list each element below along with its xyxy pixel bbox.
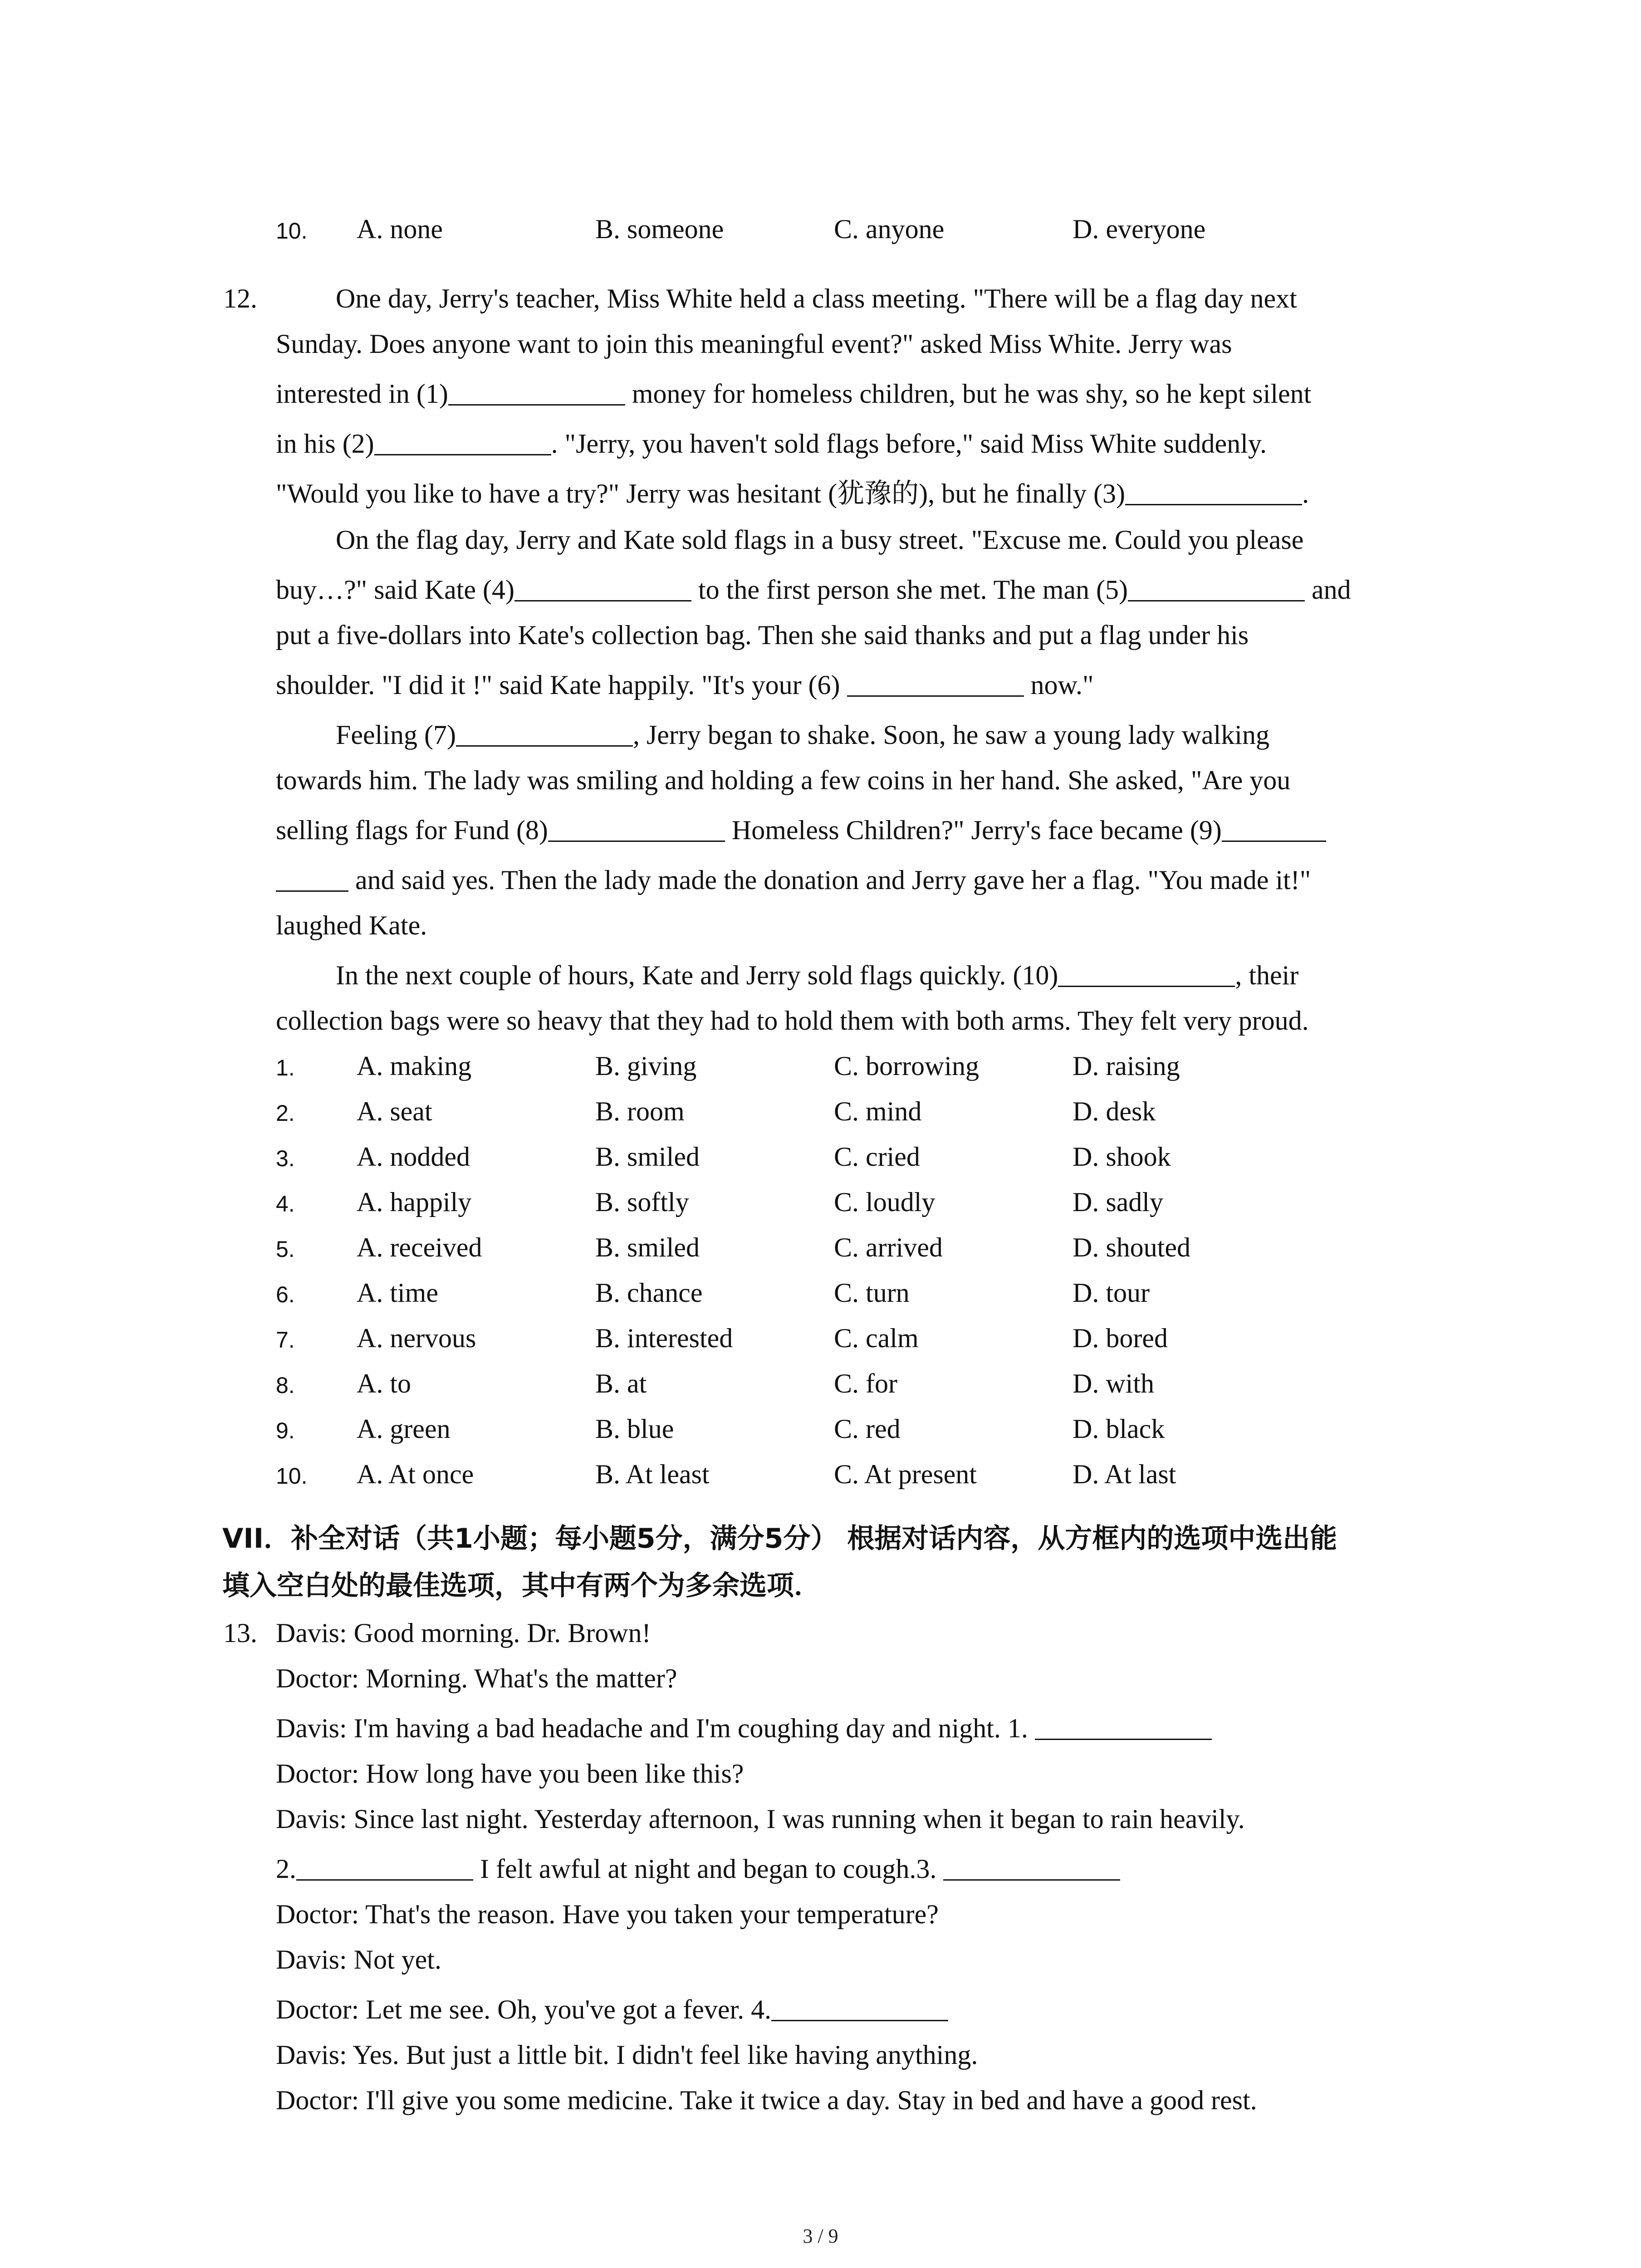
option-a[interactable]: A. seat xyxy=(357,1096,432,1126)
passage-text: , their xyxy=(1235,960,1299,990)
dialogue-line: Doctor: Morning. What's the matter? xyxy=(276,1663,677,1693)
passage-line xyxy=(276,662,1093,708)
passage-line xyxy=(276,807,1326,853)
option-c[interactable]: C. red xyxy=(834,1414,901,1444)
dialogue-blank-4[interactable] xyxy=(771,1988,948,2021)
passage-text: and said yes. Then the lady made the donation and Jerry gave her a flag. "You made it!" xyxy=(348,865,1311,895)
passage-line: One day, Jerry's teacher, Miss White held a class meeting. "There will be a flag day next xyxy=(336,284,1297,313)
q10-option-d: D. everyone xyxy=(1073,214,1206,244)
option-number: 3. xyxy=(276,1146,295,1171)
option-number: 5. xyxy=(276,1237,295,1262)
q10-option-b: B. someone xyxy=(595,214,724,244)
option-b[interactable]: B. blue xyxy=(595,1414,674,1444)
passage-text: In the next couple of hours, Kate and Jerry sold flags quickly. (10) xyxy=(336,960,1058,990)
option-a[interactable]: A. to xyxy=(357,1369,411,1398)
q10-option-c: C. anyone xyxy=(834,214,945,244)
dialogue-line xyxy=(276,1846,1120,1892)
option-a[interactable]: A. time xyxy=(357,1278,438,1308)
option-c[interactable]: C. arrived xyxy=(834,1232,943,1262)
answer-blank-5[interactable] xyxy=(1128,568,1305,601)
passage-line xyxy=(336,953,1298,998)
option-a[interactable]: A. green xyxy=(357,1414,451,1444)
answer-blank-7[interactable] xyxy=(456,714,633,747)
option-b[interactable]: B. room xyxy=(595,1096,685,1126)
option-d[interactable]: D. shouted xyxy=(1073,1232,1190,1262)
dialogue-line xyxy=(276,1987,948,2032)
dialogue-line xyxy=(276,1706,1212,1751)
passage-text: now." xyxy=(1024,670,1094,700)
option-b[interactable]: B. smiled xyxy=(595,1232,700,1262)
option-a[interactable]: A. At once xyxy=(357,1459,474,1489)
option-b[interactable]: B. giving xyxy=(595,1051,697,1081)
section-heading-line: VII．补全对话（共1小题；每小题5分，满分5分） 根据对话内容，从方框内的选项中选出能 xyxy=(222,1523,1337,1554)
passage-line: On the flag day, Jerry and Kate sold flags in a busy street. "Excuse me. Could you please xyxy=(336,525,1304,555)
option-b[interactable]: B. at xyxy=(595,1369,647,1398)
dialogue-text: I felt awful at night and began to cough.3. xyxy=(473,1854,944,1884)
answer-blank-8[interactable] xyxy=(548,809,725,842)
dialogue-blank-2[interactable] xyxy=(296,1848,473,1881)
passage-text: . xyxy=(1302,479,1309,508)
passage-line: Sunday. Does anyone want to join this meaningful event?" asked Miss White. Jerry was xyxy=(276,329,1232,359)
dialogue-blank-1[interactable] xyxy=(1035,1707,1212,1740)
option-c[interactable]: C. borrowing xyxy=(834,1051,979,1081)
option-number: 9. xyxy=(276,1418,295,1443)
passage-text: money for homeless children, but he was shy, so he kept silent xyxy=(625,379,1312,409)
answer-blank-6[interactable] xyxy=(847,664,1024,697)
option-b[interactable]: B. chance xyxy=(595,1278,703,1308)
passage-text: "Would you like to have a try?" Jerry was hesitant (犹豫的), but he finally (3) xyxy=(276,479,1126,508)
option-d[interactable]: D. sadly xyxy=(1073,1187,1163,1217)
dialogue-text: Doctor: Let me see. Oh, you've got a fever. 4. xyxy=(276,1994,772,2024)
answer-blank-2[interactable] xyxy=(374,422,551,455)
option-number: 1. xyxy=(276,1055,295,1080)
option-d[interactable]: D. desk xyxy=(1073,1096,1156,1126)
option-a[interactable]: A. nodded xyxy=(357,1142,470,1172)
option-number: 10. xyxy=(276,1463,308,1489)
dialogue-line: Davis: Good morning. Dr. Brown! xyxy=(276,1618,651,1648)
option-b[interactable]: B. interested xyxy=(595,1323,733,1353)
passage-line xyxy=(276,857,1311,903)
passage-line: laughed Kate. xyxy=(276,910,427,940)
dialogue-line: Doctor: That's the reason. Have you taken your temperature? xyxy=(276,1899,939,1929)
passage-text: shoulder. "I did it !" said Kate happily. "It's your (6) xyxy=(276,670,847,700)
dialogue-blank-3[interactable] xyxy=(943,1848,1120,1881)
option-d[interactable]: D. shook xyxy=(1073,1142,1171,1172)
page-number: 3 / 9 xyxy=(803,2225,838,2247)
dialogue-line: Davis: Yes. But just a little bit. I didn't feel like having anything. xyxy=(276,2040,978,2070)
option-number: 6. xyxy=(276,1282,295,1307)
q12-number: 12. xyxy=(223,284,257,313)
section-heading-line: 填入空白处的最佳选项，其中有两个为多余选项． xyxy=(222,1570,821,1602)
option-c[interactable]: C. for xyxy=(834,1369,897,1398)
passage-text: to the first person she met. The man (5) xyxy=(691,575,1128,605)
option-a[interactable]: A. happily xyxy=(357,1187,472,1217)
dialogue-line: Doctor: I'll give you some medicine. Take it twice a day. Stay in bed and have a good rest. xyxy=(276,2085,1257,2115)
q10-option-a: A. none xyxy=(357,214,443,244)
dialogue-text: Davis: I'm having a bad headache and I'm coughing day and night. 1. xyxy=(276,1713,1035,1743)
answer-blank-4[interactable] xyxy=(514,568,691,601)
option-b[interactable]: B. softly xyxy=(595,1187,689,1217)
option-d[interactable]: D. black xyxy=(1073,1414,1165,1444)
dialogue-line: Doctor: How long have you been like this? xyxy=(276,1759,744,1789)
option-c[interactable]: C. cried xyxy=(834,1142,920,1172)
passage-text: in his (2) xyxy=(276,429,374,459)
passage-line xyxy=(276,471,1309,516)
passage-line: put a five-dollars into Kate's collection bag. Then she said thanks and put a flag under his xyxy=(276,620,1249,650)
q13-number: 13. xyxy=(223,1618,257,1648)
option-d[interactable]: D. raising xyxy=(1073,1051,1180,1081)
option-c[interactable]: C. loudly xyxy=(834,1187,936,1217)
passage-text: . "Jerry, you haven't sold flags before," said Miss White suddenly. xyxy=(551,429,1267,459)
passage-text: and xyxy=(1305,575,1351,605)
passage-text: Homeless Children?" Jerry's face became (9) xyxy=(725,815,1222,845)
answer-blank-10[interactable] xyxy=(1058,954,1235,987)
option-d[interactable]: D. bored xyxy=(1073,1323,1168,1353)
passage-text: interested in (1) xyxy=(276,379,448,409)
section-heading xyxy=(222,1515,1447,1609)
answer-blank-9[interactable] xyxy=(1222,809,1326,842)
option-a[interactable]: A. received xyxy=(357,1232,482,1262)
answer-blank-9-continued[interactable] xyxy=(276,859,348,892)
passage-line: collection bags were so heavy that they had to hold them with both arms. They felt very proud. xyxy=(276,1006,1309,1036)
passage-text: , Jerry began to shake. Soon, he saw a young lady walking xyxy=(632,720,1269,750)
q10-number: 10. xyxy=(276,218,308,244)
passage-text: buy…?" said Kate (4) xyxy=(276,575,514,605)
passage-line xyxy=(336,712,1269,758)
answer-blank-1[interactable] xyxy=(448,372,625,406)
option-d[interactable]: D. with xyxy=(1073,1369,1154,1398)
option-d[interactable]: D. tour xyxy=(1073,1278,1150,1308)
answer-blank-3[interactable] xyxy=(1125,472,1302,505)
passage-text: selling flags for Fund (8) xyxy=(276,815,548,845)
option-c[interactable]: C. At present xyxy=(834,1459,977,1489)
option-b[interactable]: B. At least xyxy=(595,1459,710,1489)
passage-line xyxy=(276,371,1311,416)
dialogue-text: 2. xyxy=(276,1854,296,1884)
option-c[interactable]: C. turn xyxy=(834,1278,910,1308)
option-number: 7. xyxy=(276,1327,295,1353)
passage-line xyxy=(276,421,1267,466)
passage-text: Feeling (7) xyxy=(336,720,456,750)
option-c[interactable]: C. mind xyxy=(834,1096,922,1126)
option-number: 2. xyxy=(276,1100,295,1126)
option-c[interactable]: C. calm xyxy=(834,1323,919,1353)
option-number: 8. xyxy=(276,1373,295,1398)
option-a[interactable]: A. making xyxy=(357,1051,472,1081)
option-b[interactable]: B. smiled xyxy=(595,1142,700,1172)
dialogue-line: Davis: Since last night. Yesterday afternoon, I was running when it began to rain heavily. xyxy=(276,1804,1245,1834)
dialogue-line: Davis: Not yet. xyxy=(276,1945,441,1975)
passage-line: towards him. The lady was smiling and holding a few coins in her hand. She asked, "Are you xyxy=(276,765,1291,795)
option-d[interactable]: D. At last xyxy=(1073,1459,1176,1489)
option-number: 4. xyxy=(276,1191,295,1217)
option-a[interactable]: A. nervous xyxy=(357,1323,476,1353)
passage-line xyxy=(276,567,1351,612)
